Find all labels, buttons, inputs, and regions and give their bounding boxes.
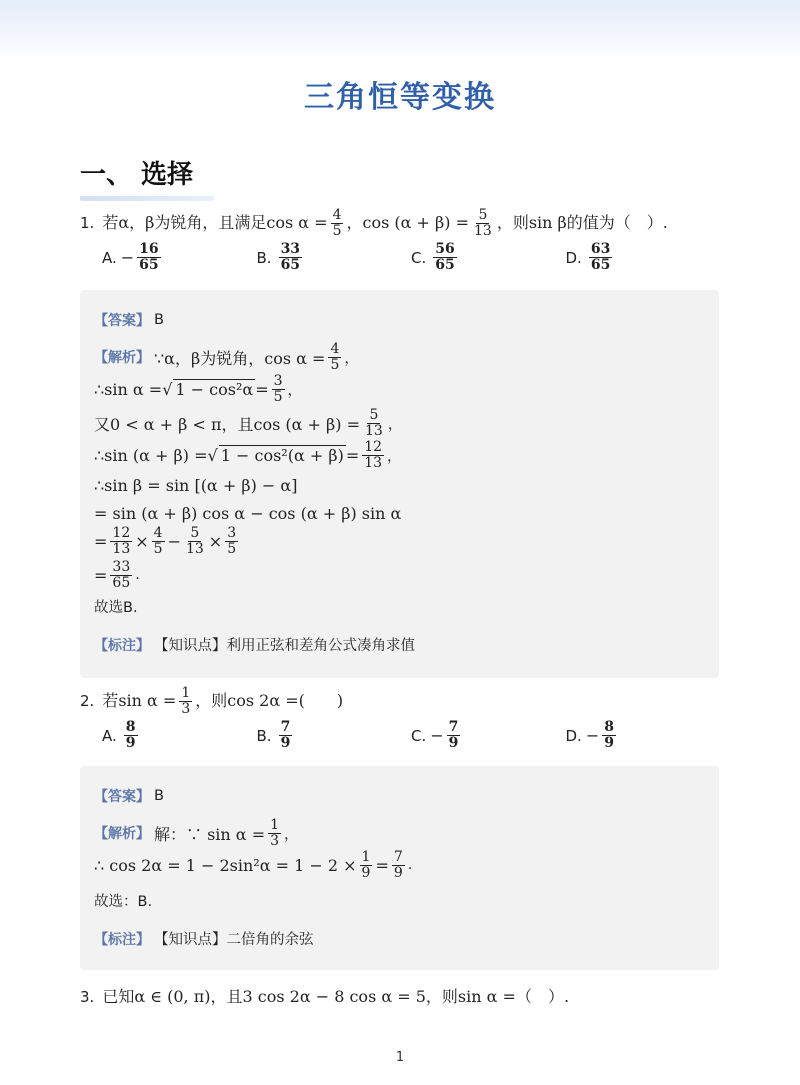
question-stem-text: ，cos (α + β) =: [346, 213, 469, 233]
analysis-line: 【解析】 解：∵ sin α = $\frac{1}{3}$ ，: [94, 817, 299, 849]
question-3: [80, 984, 720, 1010]
analysis-line: ∴ cos 2α = 1 − 2sin²α = 1 − 2 × $\frac{1}{9}$ = $\frac{7}{9}$ .: [94, 849, 413, 881]
option-a[interactable]: A. − $\frac{16}{65}$: [102, 241, 159, 274]
option-b[interactable]: B. $\frac{33}{65}$: [256, 241, 301, 274]
question-stem-text: ，则sin β的值为（ ）.: [496, 213, 668, 233]
option-a[interactable]: A. $\frac{8}{9}$: [102, 719, 136, 752]
analysis-tag: 【解析】: [94, 350, 150, 367]
analysis-line: ∴sin (α + β) = √ 1 − cos²(α + β) = $\frac{12}{13}$ ，: [94, 439, 402, 471]
answer-line: [94, 786, 164, 806]
analysis-line: 故选：B.: [94, 894, 153, 910]
question-number: 1.: [80, 214, 95, 233]
header-band: [0, 0, 800, 60]
note-tag: 【标注】: [94, 637, 150, 654]
note-tag: 【标注】: [94, 931, 150, 948]
fraction: $\frac{5}{13}$: [474, 207, 492, 239]
option-b[interactable]: B. $\frac{7}{9}$: [256, 719, 291, 752]
analysis-line: ∴sin α = √ 1 − cos²α = $\frac{3}{5}$ ，: [94, 373, 303, 405]
question-stem-text: 若α，β为锐角，且满足cos α =: [102, 213, 328, 233]
page-title: 三角恒等变换: [304, 80, 496, 115]
section-heading: 一、 选择: [80, 160, 194, 190]
answer-value: B: [154, 788, 164, 804]
analysis-line: 又0 < α + β < π，且cos (α + β) = $\frac{5}{13}$ ，: [94, 407, 403, 439]
analysis-line: = $\frac{12}{13}$ × $\frac{4}{5}$ − $\frac{5}{13}$ × $\frac{3}{5}$: [94, 525, 237, 557]
option-c[interactable]: C. $\frac{56}{65}$: [411, 241, 455, 274]
page-number: 1: [395, 1050, 405, 1065]
option-d[interactable]: D. $\frac{63}{65}$: [565, 241, 611, 274]
answer-line: [94, 310, 164, 330]
question-number: 2.: [80, 692, 95, 711]
options-list: [80, 242, 720, 272]
question-stem-text: 已知α ∈ (0, π)，且3 cos 2α − 8 cos α = 5，则sin α =（ ）.: [102, 987, 570, 1006]
note-line: [94, 928, 314, 949]
analysis-line: ∴sin β = sin [(α + β) − α]: [94, 476, 298, 495]
analysis-line: 故选B.: [94, 600, 138, 616]
answer-tag: 【答案】: [94, 313, 150, 329]
analysis-tag: 【解析】: [94, 826, 150, 843]
answer-box-1: [80, 290, 719, 678]
note-text: 【知识点】利用正弦和差角公式凑角求值: [154, 638, 415, 654]
question-number: 3.: [80, 987, 95, 1006]
answer-box-2: [80, 766, 719, 970]
answer-tag: 【答案】: [94, 789, 150, 805]
note-text: 【知识点】二倍角的余弦: [154, 932, 314, 948]
fraction: $\frac{4}{5}$: [332, 207, 342, 239]
analysis-line: 【解析】 ∵α，β为锐角，cos α = $\frac{4}{5}$ ，: [94, 341, 359, 373]
question-1: [80, 208, 720, 273]
option-d[interactable]: D. − $\frac{8}{9}$: [565, 719, 614, 752]
analysis-line: = $\frac{33}{65}$ .: [94, 559, 140, 591]
option-c[interactable]: C. − $\frac{7}{9}$: [411, 719, 459, 752]
section-underline: [80, 196, 214, 201]
options-list: [80, 720, 720, 750]
question-stem-text: 若sin α =: [102, 691, 177, 711]
analysis-line: = sin (α + β) cos α − cos (α + β) sin α: [94, 504, 402, 523]
question-stem-text: ，则cos 2α =( ): [195, 691, 344, 711]
fraction: $\frac{1}{3}$: [181, 685, 191, 717]
note-line: [94, 634, 415, 655]
question-2: [80, 686, 720, 751]
answer-value: B: [154, 312, 164, 328]
